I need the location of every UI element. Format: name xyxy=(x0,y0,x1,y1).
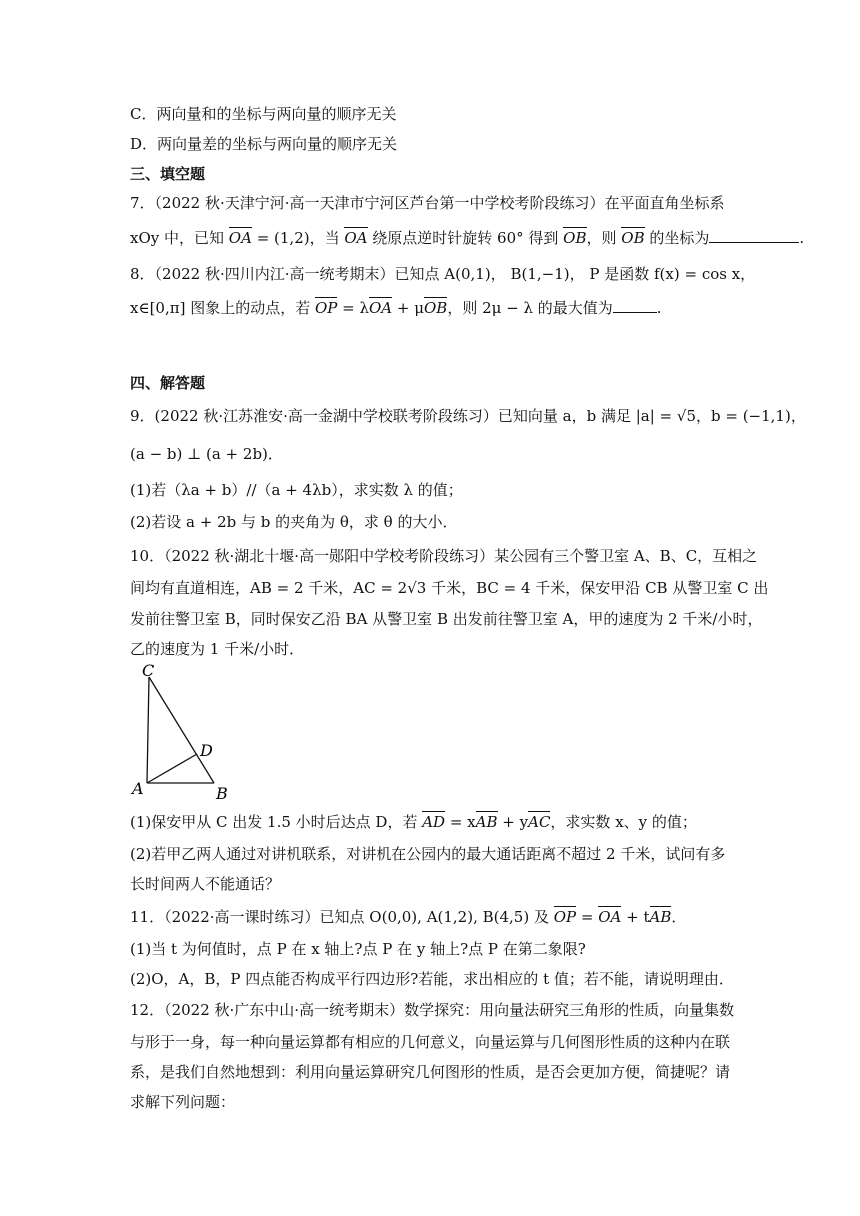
vector-ad: AD xyxy=(422,813,446,831)
q11-line1 xyxy=(130,907,686,927)
vector-ab: AB xyxy=(475,813,498,831)
q11-text: = xyxy=(576,908,599,926)
segment-ca xyxy=(147,677,149,783)
q10-line4: 乙的速度为 1 千米/小时． xyxy=(130,640,305,658)
segment-cb xyxy=(149,677,214,783)
q11-text: 11．（2022·高一课时练习）已知点 O(0,0), A(1,2), B(4,5) 及 xyxy=(130,908,554,926)
q9-line2: (a − b) ⊥ (a + 2b)． xyxy=(130,445,283,463)
vector-oa: OA xyxy=(228,229,252,247)
q10-line3: 发前往警卫室 B，同时保安乙沿 BA 从警卫室 B 出发前往警卫室 A，甲的速度为 2 千米/小时， xyxy=(130,610,763,628)
q10-line2: 间均有直道相连，AB = 2 千米，AC = 2√3 千米，BC = 4 千米，保安甲沿 CB 从警卫室 C 出 xyxy=(130,579,769,597)
q7-text: ，则 xyxy=(586,229,622,247)
q12-line3: 系，是我们自然地想到：利用向量运算研究几何图形的性质，是否会更加方便，简捷呢？请 xyxy=(130,1063,731,1081)
q10-text: (1)保安甲从 C 出发 1.5 小时后达点 D，若 xyxy=(130,813,423,831)
vector-ob: OB xyxy=(621,229,645,247)
q10-part1 xyxy=(130,812,697,832)
q9-part1: (1)若（λa + b）//（a + 4λb），求实数 λ 的值； xyxy=(130,481,463,499)
vector-op: OP xyxy=(314,299,338,317)
q8-text: ，则 2μ − λ 的最大值为 xyxy=(447,299,613,317)
q12-line2: 与形于一身，每一种向量运算都有相应的几何意义，向量运算与几何图形性质的这种内在联 xyxy=(130,1033,731,1051)
q7-line2 xyxy=(130,228,804,248)
vector-op: OP xyxy=(553,908,577,926)
section-fill-in: 三、填空题 xyxy=(130,165,206,183)
q11-part1: (1)当 t 为何值时，点 P 在 x 轴上?点 P 在 y 轴上?点 P 在第二象限? xyxy=(130,940,586,958)
q10-part2-line2: 长时间两人不能通话？ xyxy=(130,875,281,893)
option-c: C．两向量和的坐标与两向量的顺序无关 xyxy=(130,105,397,123)
q7-text: 绕原点逆时针旋转 60° 得到 xyxy=(367,229,564,247)
q8-line2 xyxy=(130,298,662,318)
vector-oa: OA xyxy=(598,908,622,926)
option-d: D．两向量差的坐标与两向量的顺序无关 xyxy=(130,135,398,153)
q10-text: = x xyxy=(445,813,476,831)
q10-text: + y xyxy=(497,813,529,831)
vector-oa: OA xyxy=(344,229,368,247)
q10-line1: 10．（2022 秋·湖北十堰·高一郧阳中学校考阶段练习）某公园有三个警卫室 A、B、C，互相之 xyxy=(130,547,758,565)
q8-line1: 8．（2022 秋·四川内江·高一统考期末）已知点 A(0,1)， B(1,−1)， P 是函数 f(x) = cos x， xyxy=(130,265,756,283)
q7-line1: 7．（2022 秋·天津宁河·高一天津市宁河区芦台第一中学校考阶段练习）在平面直角坐标系 xyxy=(130,194,725,212)
label-a: A xyxy=(132,779,144,798)
answer-blank xyxy=(613,298,657,313)
q8-text: . xyxy=(656,299,662,317)
q9-part2: (2)若设 a + 2b 与 b 的夹角为 θ，求 θ 的大小． xyxy=(130,513,458,531)
vector-ac: AC xyxy=(528,813,551,831)
q7-text: xOy 中，已知 xyxy=(130,229,229,247)
q7-text: . xyxy=(799,229,805,247)
q8-text: x∈[0,π] 图象上的动点，若 xyxy=(130,299,315,317)
label-b: B xyxy=(216,784,228,803)
q7-text: = (1,2)，当 xyxy=(251,229,345,247)
answer-blank xyxy=(709,228,799,243)
q8-text: + μ xyxy=(392,299,424,317)
q9-line1: 9．(2022 秋·江苏淮安·高一金湖中学校联考阶段练习）已知向量 a，b 满足 |a| = √5，b = (−1,1)， xyxy=(130,407,806,425)
q11-part2: (2)O，A，B，P 四点能否构成平行四边形?若能，求出相应的 t 值；若不能，请说明理由． xyxy=(130,970,734,988)
q12-line1: 12．（2022 秋·广东中山·高一统考期末）数学探究：用向量法研究三角形的性质，向量集数 xyxy=(130,1001,735,1019)
vector-ob: OB xyxy=(563,229,587,247)
vector-ob: OB xyxy=(424,299,448,317)
label-c: C xyxy=(142,661,155,680)
q10-text: ，求实数 x、y 的值； xyxy=(550,813,697,831)
q7-text: 的坐标为 xyxy=(644,229,710,247)
q12-line4: 求解下列问题： xyxy=(130,1093,236,1111)
q11-text: ． xyxy=(671,908,687,926)
segment-ad xyxy=(147,754,197,783)
q10-part2-line1: (2)若甲乙两人通过对讲机联系，对讲机在公园内的最大通话距离不超过 2 千米，试问有多 xyxy=(130,845,726,863)
vector-ab: AB xyxy=(649,908,672,926)
label-d: D xyxy=(200,741,213,760)
section-solve: 四、解答题 xyxy=(130,374,206,392)
triangle-figure xyxy=(128,655,238,805)
vector-oa: OA xyxy=(369,299,393,317)
q11-text: + t xyxy=(621,908,650,926)
q8-text: = λ xyxy=(337,299,369,317)
